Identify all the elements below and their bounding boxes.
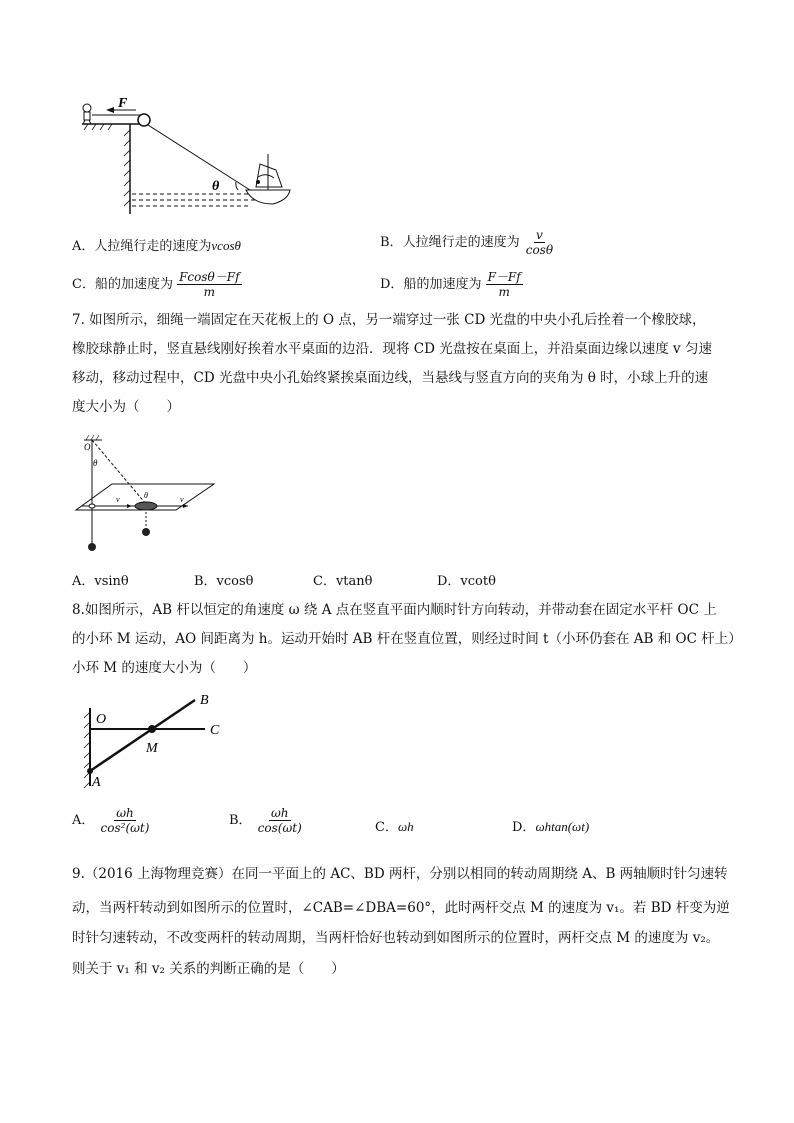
point-o-label: O (84, 442, 91, 452)
q8-option-d[interactable]: D．ωhtan(ωt) (512, 819, 590, 835)
point-b-label: B (200, 693, 209, 708)
cd-disc-figure (72, 432, 222, 554)
force-label: F (118, 96, 128, 111)
point-m-label: M (146, 741, 158, 756)
q7-line-4: 度大小为（ ） (72, 399, 180, 415)
fraction: $\frac{v}{\cos\theta}$ (525, 228, 554, 257)
q7-option-c[interactable]: C．vtanθ (313, 574, 373, 589)
q7-line-3: 移动，移动过程中，CD 光盘中央小孔始终紧挨桌面边线，当悬线与竖直方向的夹角为 θ 时，小球上升的速 (72, 370, 709, 386)
q8-option-a[interactable]: A． $\frac{\omega h}{\text{cos²(ωt)}}$ (72, 806, 150, 835)
q8-option-b[interactable]: B． $\frac{\omega h}{\cos(\omega t)}$ (229, 806, 302, 835)
theta-label-2: θ (144, 491, 148, 500)
point-c-label: C (210, 723, 220, 738)
q6-option-a[interactable]: A．人拉绳行走的速度为vcosθ (72, 238, 241, 254)
q9-line-3: 时针匀速转动，不改变两杆的转动周期，当两杆恰好也转动到如图所示的位置时，两杆交点 M 的速度为 v₂。 (72, 930, 720, 946)
q8-line-1: 8.如图所示，AB 杆以恒定的角速度 ω 绕 A 点在竖直平面内顺时针方向转动，并带动套在固定水平杆 OC 上 (72, 602, 717, 618)
q9-line-2: 动，当两杆转动到如图所示的位置时，∠CAB=∠DBA=60°，此时两杆交点 M 的速度为 v₁。若 BD 杆变为逆 (72, 900, 730, 916)
fraction: $\frac{\omega h}{\text{cos²(ωt)}}$ (100, 806, 150, 835)
fraction: $\frac{\omega h}{\cos(\omega t)}$ (257, 806, 302, 835)
fraction: $\frac{F-Ff}{m}$ (487, 270, 521, 299)
q7-line-1: 7. 如图所示，细绳一端固定在天花板上的 O 点，另一端穿过一张 CD 光盘的中央小孔后拴着一个橡胶球， (72, 312, 706, 328)
rod-ring-figure (80, 688, 240, 793)
boat-figure (78, 92, 298, 217)
q8-option-c[interactable]: C．ωh (375, 819, 414, 835)
point-o-label: O (96, 712, 107, 727)
q6-option-d[interactable]: D．船的加速度为 $\frac{F-Ff}{m}$ (380, 270, 521, 299)
q7-option-a[interactable]: A．vsinθ (72, 574, 129, 589)
theta-label: θ (93, 458, 98, 468)
q6-option-c[interactable]: C．船的加速度为 $\frac{Fcos\theta-Ff}{m}$ (72, 270, 240, 299)
velocity-label: v (116, 495, 120, 504)
q7-option-b[interactable]: B．vcosθ (194, 574, 254, 589)
q7-line-2: 橡胶球静止时，竖直悬线刚好挨着水平桌面的边沿．现将 CD 光盘按在桌面上，并沿桌面边缘以速度 v 匀速 (72, 341, 712, 357)
q8-line-3: 小环 M 的速度大小为（ ） (72, 660, 257, 676)
fraction: $\frac{Fcos\theta-Ff}{m}$ (179, 270, 240, 299)
velocity-label-2: v (180, 495, 184, 504)
q7-option-d[interactable]: D．vcotθ (437, 574, 496, 589)
q9-line-1: 9.（2016 上海物理竞赛）在同一平面上的 AC、BD 两杆，分别以相同的转动周期绕 A、B 两轴顺时针匀速转 (72, 866, 728, 882)
theta-label: θ (212, 179, 220, 194)
q9-line-4: 则关于 v₁ 和 v₂ 关系的判断正确的是（ ） (72, 961, 345, 977)
point-a-label: A (92, 775, 101, 790)
q8-line-2: 的小环 M 运动，AO 间距离为 h。运动开始时 AB 杆在竖直位置，则经过时间 t（小环仍套在 AB 和 OC 杆上） (72, 631, 742, 647)
q6-option-b[interactable]: B．人拉绳行走的速度为 $\frac{v}{\cos\theta}$ (380, 228, 554, 257)
